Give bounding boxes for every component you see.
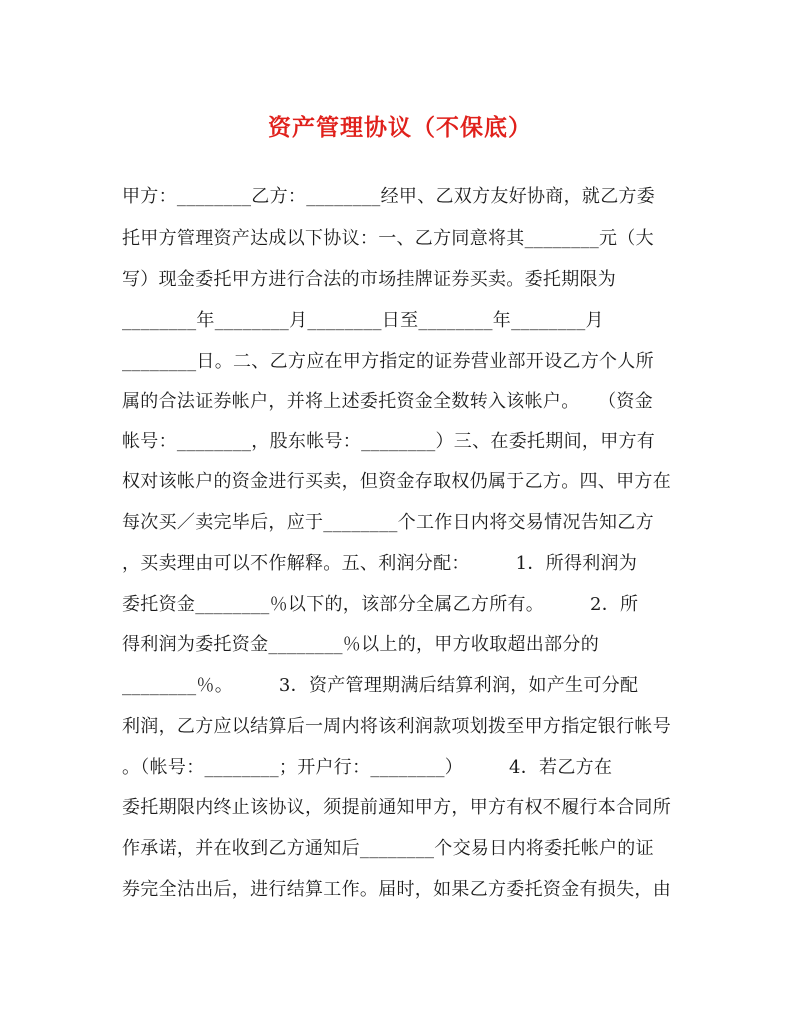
paragraph-line: 权对该帐户的资金进行买卖，但资金存取权仍属于乙方。四、甲方在 [122, 471, 671, 492]
paragraph-line: 甲方：________乙方：________经甲、乙双方友好协商，就乙方委 [122, 186, 656, 207]
paragraph-line: 作承诺，并在收到乙方通知后________个交易日内将委托帐户的证 [122, 838, 654, 859]
paragraph-line: 写）现金委托甲方进行合法的市场挂牌证券买卖。委托期限为 [122, 269, 617, 290]
paragraph-line: ________日。二、乙方应在甲方指定的证券营业部开设乙方个人所 [122, 351, 654, 372]
paragraph-line: 券完全沽出后，进行结算工作。届时，如果乙方委托资金有损失，由 [122, 879, 671, 900]
paragraph-line: ，买卖理由可以不作解释。五、利润分配： 1．所得利润为 [122, 553, 638, 574]
paragraph-line: 托甲方管理资产达成以下协议：一、乙方同意将其________元（大 [122, 228, 654, 249]
paragraph-line: ________％。 3．资产管理期满后结算利润，如产生可分配 [122, 675, 639, 696]
paragraph-line: 。（帐号：________；开户行：________） 4．若乙方在 [122, 757, 613, 778]
paragraph-line: ________年________月________日至________年________月 [122, 310, 604, 331]
document-title: 资产管理协议（不保底） [268, 114, 532, 141]
paragraph-line: 得利润为委托资金________％以上的，甲方收取超出部分的 [122, 634, 599, 655]
paragraph-line: 帐号：________，股东帐号：________）三、在委托期间，甲方有 [122, 431, 656, 452]
paragraph-line: 每次买／卖完毕后，应于________个工作日内将交易情况告知乙方 [122, 512, 654, 533]
paragraph-line: 委托资金________％以下的，该部分全属乙方所有。 2．所 [122, 594, 639, 615]
paragraph-line: 委托期限内终止该协议，须提前通知甲方，甲方有权不履行本合同所 [122, 797, 671, 818]
paragraph-line: 属的合法证券帐户，并将上述委托资金全数转入该帐户。 （资金 [122, 391, 653, 412]
paragraph-line: 利润，乙方应以结算后一周内将该利润款项划拨至甲方指定银行帐号 [122, 716, 671, 737]
